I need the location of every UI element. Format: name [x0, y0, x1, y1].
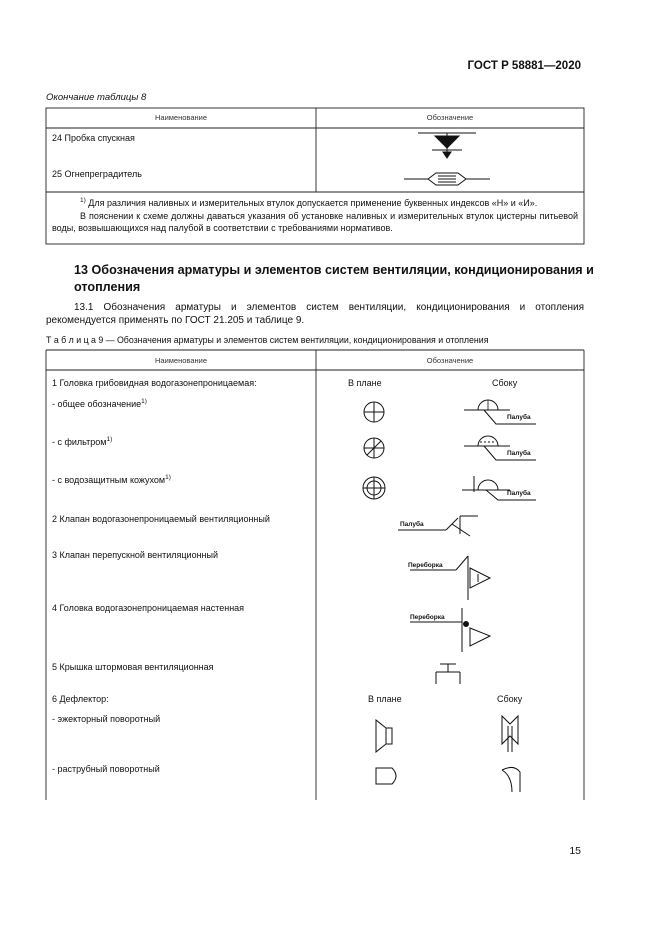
table8-caption: Окончание таблицы 8	[46, 92, 147, 103]
table9-row-6b: - раструбный поворотный	[52, 764, 160, 774]
table9-row-1b: - с фильтром$^{1)}$	[52, 436, 113, 447]
bulkhead-label-2: Переборка	[410, 614, 445, 621]
table8-row-25-name: 25 Огнепреградитель	[52, 169, 142, 179]
page-number: 15	[569, 845, 581, 857]
table9-row-3: 3 Клапан перепускной вентиляционный	[52, 550, 219, 560]
table8-footnote-2: В пояснении к схеме должны даваться указания об установке наливных и измерительных втулок цистерны питьевой воды, возвышающихся над палубой в соответствии с требованиями нормативов.	[52, 210, 578, 233]
table9-row-1c: - с водозащитным кожухом$^{1)}$	[52, 474, 171, 485]
document-number: ГОСТ Р 58881—2020	[467, 60, 581, 72]
table8-footnote-1: Для различия наливных и измерительных втулок допускается применение буквенных индексов «Н» и «И».	[88, 198, 538, 208]
view-plan-label-2: В плане	[368, 694, 402, 704]
table9-row-2: 2 Клапан водогазонепроницаемый вентиляционный	[52, 514, 270, 524]
table9-row-6a: - эжекторный поворотный	[52, 714, 161, 724]
table9-row-1: 1 Головка грибовидная водогазонепроницаемая:	[52, 378, 257, 388]
view-side-label: Сбоку	[492, 378, 518, 388]
table9-row-6: 6 Дефлектор:	[52, 694, 109, 704]
table9-row-1a: - общее обозначение$^{1)}$	[52, 398, 147, 409]
view-side-label-2: Сбоку	[497, 694, 523, 704]
section-heading: 13 Обозначения арматуры и элементов систем вентиляции, кондиционирования и отопления	[74, 263, 594, 294]
table8-row-24-name: 24 Пробка спускная	[52, 133, 135, 143]
deck-label-1: Палуба	[507, 414, 531, 421]
table9-caption: Т а б л и ц а 9 — Обозначения арматуры и элементов систем вентиляции, кондиционирования и отопления	[46, 335, 489, 345]
deck-label-3: Палуба	[507, 490, 531, 497]
deck-label-4: Палуба	[400, 521, 424, 528]
table9-col-symbol: Обозначение	[426, 356, 474, 365]
table8-col-symbol: Обозначение	[426, 113, 474, 122]
table9-row-4: 4 Головка водогазонепроницаемая настенная	[52, 603, 245, 613]
view-plan-label: В плане	[348, 378, 382, 388]
bulkhead-label-1: Переборка	[408, 562, 443, 569]
table9-row-5: 5 Крышка штормовая вентиляционная	[52, 662, 214, 672]
deck-label-2: Палуба	[507, 450, 531, 457]
table9-col-name: Наименование	[155, 356, 207, 365]
footnote-marker: 1)	[80, 197, 86, 204]
section-paragraph: 13.1 Обозначения арматуры и элементов систем вентиляции, кондиционирования и отопления рекомендуется применять по ГОСТ 21.205 и таблице 9.	[46, 302, 584, 326]
table8-col-name: Наименование	[155, 113, 207, 122]
